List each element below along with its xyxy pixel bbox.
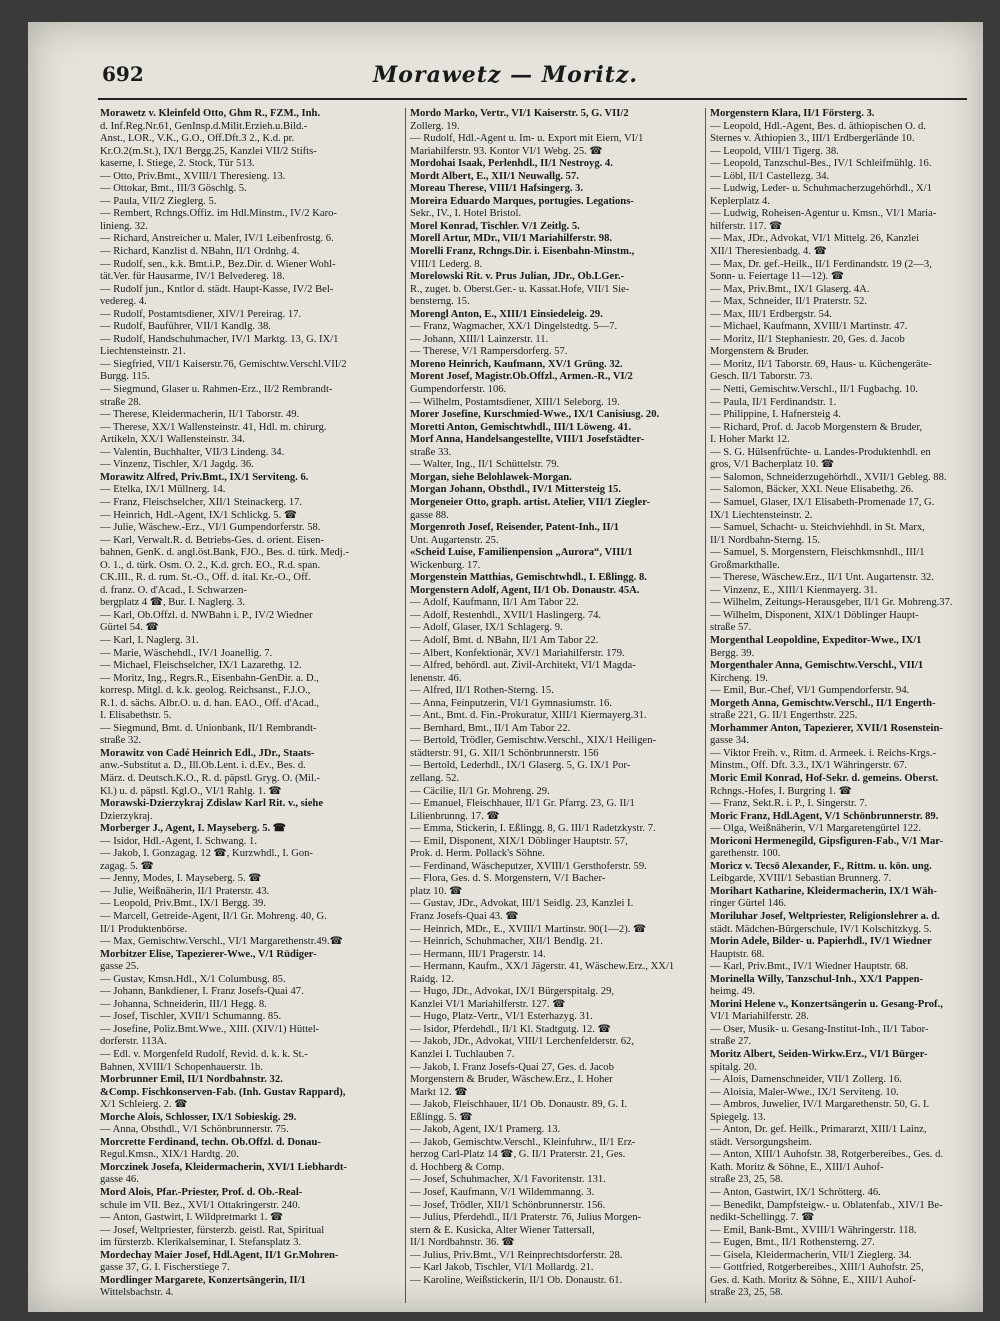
directory-entry-line: — Adolf, Glaser, IX/1 Schlagerg. 9. — [410, 622, 563, 634]
directory-entry-line: — Josef, Trödler, XII/1 Schönbrunnerstr. 156. — [410, 1199, 606, 1211]
column-3 — [710, 108, 972, 1300]
directory-entry-line: VIII/1 Lederg. 8. — [410, 258, 483, 270]
directory-entry-heading: Morelli Franz, Rchngs.Dir. i. Eisenbahn-Minstm., — [410, 246, 635, 258]
directory-entry-heading: Moreau Therese, VIII/1 Hafsingerg. 3. — [410, 183, 584, 195]
directory-entry-line: IX/1 Liechtensteinstr. 2. — [710, 509, 813, 521]
directory-entry-heading: Morgan, siehe Belohlawek-Morgan. — [410, 471, 572, 483]
directory-entry-line: — Johann, XIII/1 Lainzerstr. 11. — [410, 333, 549, 345]
directory-entry-line: — Leopold, Hdl.-Agent, Bes. d. äthiopischen O. d. — [710, 120, 926, 132]
directory-entry-line: Dzierzykraj. — [100, 810, 153, 822]
directory-entry-line: — Therese, V/1 Rampersdorferg. 57. — [410, 346, 568, 358]
directory-entry-heading: Morin Adele, Bilder- u. Papierhdl., IV/1 Wiedner — [710, 936, 932, 948]
directory-entry-heading: Mord Alois, Pfar.-Priester, Prof. d. Ob.-Real- — [100, 1187, 303, 1199]
directory-page — [28, 22, 983, 1312]
directory-entry-line: — Josef, Schuhmacher, X/1 Favoritenstr. 131. — [410, 1174, 606, 1186]
directory-entry-line: zellang. 52. — [410, 772, 460, 784]
directory-entry-heading: Moreno Heinrich, Kaufmann, XV/1 Grüng. 32. — [410, 358, 623, 370]
directory-entry-line: straße 221, G. II/1 Engerthstr. 225. — [710, 710, 858, 722]
directory-entry-line: — Emma, Stickerin, I. Eßlingg. 8, G. III/1 Radetzkystr. 7. — [410, 823, 656, 835]
directory-entry-heading: Morelowski Rit. v. Prus Julian, JDr., Ob.LGer.- — [410, 271, 625, 283]
directory-entry-heading: Morberger J., Agent, I. Mayseberg. 5. ☎ — [100, 823, 286, 835]
directory-entry-line: — Moritz, II/1 Taborstr. 69, Haus- u. Küchengeräte- — [710, 358, 932, 370]
directory-entry-heading: Morf Anna, Handelsangestellte, VIII/1 Josefstädter- — [410, 434, 645, 446]
directory-entry-heading: Mordt Albert, E., XII/1 Neuwallg. 57. — [410, 170, 579, 182]
directory-entry-line: — Emanuel, Fleischhauer, II/1 Gr. Pfarrg. 23, G. II/1 — [410, 798, 635, 810]
directory-entry-line: — Michael, Kaufmann, XVIII/1 Martinstr. 47. — [710, 321, 908, 333]
directory-entry-line: XII/1 Theresienbadg. 4. ☎ — [710, 246, 827, 258]
directory-entry-heading: Morinella Willy, Tanzschul-Inh., XX/1 Pappen- — [710, 973, 924, 985]
directory-entry-line: — Vinzenz, E., XIII/1 Kienmayerg. 31. — [710, 584, 878, 596]
directory-entry-line: CK.III., R. d. rum. St.-O., Off. d. ital. Kr.-O., Off. — [100, 572, 311, 584]
directory-entry-heading: Morer Josefine, Kurschmied-Wwe., IX/1 Canisiusg. 20. — [410, 409, 660, 421]
directory-entry-line: — Anton, Dr. gef. Heilk., Primararzt, XIII/1 Lainz, — [710, 1124, 927, 1136]
directory-entry-line: Anst., LOR., V.K., G.O., Off.Dft.3 2., K.d. pr. — [100, 133, 295, 145]
directory-entry-line: — Flora, Ges. d. S. Morgenstern, V/1 Bacher- — [410, 873, 606, 885]
directory-entry-line: I. Hoher Markt 12. — [710, 434, 790, 446]
page-number: 692 — [102, 62, 144, 86]
directory-entry-line: Rchngs.-Hofes, I. Burgring 1. ☎ — [710, 785, 852, 797]
directory-entry-heading: Moreira Eduardo Marques, portugies. Legations- — [410, 195, 634, 207]
directory-entry-heading: Morawitz Alfred, Priv.Bmt., IX/1 Serviteng. 6. — [100, 471, 309, 483]
directory-entry-line: — Ottokar, Bmt., III/3 Göschlg. 5. — [100, 183, 247, 195]
directory-entry-line: straße 33. — [410, 446, 452, 458]
directory-entry-line: gasse 34. — [710, 735, 749, 747]
directory-entry-line: — Ant., Bmt. d. Fin.-Prokuratur, XIII/1 Kiermayerg.31. — [410, 710, 647, 722]
directory-entry-line: — Etelka, IX/1 Müllnerg. 14. — [100, 484, 226, 496]
directory-entry-line: — Jenny, Modes, I. Mayseberg. 5. ☎ — [100, 873, 262, 885]
directory-entry-line: — Adolf, Bmt. d. NBahn, II/1 Am Tabor 22. — [410, 634, 599, 646]
directory-entry-line: — Adolf, Kaufmann, II/1 Am Tabor 22. — [410, 597, 579, 609]
directory-entry-line: R.1. d. sächs. Albr.O. u. d. han. EAO., Off. d'Acad., — [100, 697, 320, 709]
directory-entry-heading: Morgan Johann, Obsthdl., IV/1 Mittersteig 15. — [410, 484, 621, 496]
directory-entry-line: — Josef, Kaufmann, V/1 Wildemmanng. 3. — [410, 1187, 595, 1199]
directory-entry-line: — Emil, Disponent, XIX/1 Döblinger Hauptstr. 57, — [410, 835, 628, 847]
directory-entry-line: — Anton, Gastwirt, IX/1 Schrötterg. 46. — [710, 1187, 881, 1199]
directory-entry-line: — Bernhard, Bmt., II/1 Am Tabor 22. — [410, 722, 571, 734]
directory-entry-line: — Richard, Prof. d. Jacob Morgenstern & Bruder, — [710, 421, 923, 433]
directory-entry-line: — Samuel, S. Morgenstern, Fleischkmsnhdl., III/1 — [710, 547, 925, 559]
directory-entry-line: Franz Josefs-Quai 43. ☎ — [410, 911, 519, 922]
column-divider — [405, 108, 406, 1303]
directory-entry-heading: Morent Josef, Magistr.Ob.Offzl., Armen.-R., VI/2 — [410, 371, 633, 383]
directory-entry-line: Liechtensteinstr. 21. — [100, 346, 186, 358]
directory-entry-line: d. Inf.Reg.Nr.61, GenInsp.d.Milit.Erzieh.u.Bild.- — [100, 120, 308, 132]
directory-entry-line: — Richard, Anstreicher u. Maler, IV/1 Leibenfrostg. 6. — [100, 233, 334, 245]
directory-entry-line: VI/1 Mariahilferstr. 28. — [710, 1011, 809, 1023]
directory-entry-line: — Wilhelm, Zeitungs-Herausgeber, II/1 Gr. Mohreng.37. — [710, 597, 953, 609]
directory-entry-line: — Franz, Sekt.R. i. P., I. Singerstr. 7. — [710, 798, 868, 810]
directory-entry-line: — Hermann, III/1 Pragerstr. 14. — [410, 948, 546, 960]
directory-entry-heading: Mordlinger Margarete, Konzertsängerin, II/1 — [100, 1274, 306, 1286]
directory-entry-heading: Mordechay Maier Josef, Hdl.Agent, II/1 Gr.Mohren- — [100, 1249, 339, 1261]
directory-entry-line: — Anna, Obsthdl., V/1 Schönbrunnerstr. 75. — [100, 1124, 289, 1136]
directory-entry-line: — Heinrich, Hdl.-Agent, IX/1 Schlickg. 5. ☎ — [100, 509, 298, 521]
directory-entry-line: — Emil, Bank-Bmt., XVIII/1 Währingerstr. 118. — [710, 1224, 917, 1236]
directory-entry-heading: &Comp. Fischkonserven-Fab. (Inh. Gustav Rappard), — [100, 1086, 346, 1098]
directory-entry-line: Leibgarde, XVIII/1 Sebastian Brunnerg. 7. — [710, 873, 892, 885]
directory-entry-line: Eßlingg. 5. ☎ — [410, 1111, 473, 1123]
directory-entry-line: — Hugo, JDr., Advokat, IX/1 Bürgerspitalg. 29, — [410, 986, 615, 998]
directory-entry-line: — Franz, Wagmacher, XX/1 Dingelstedtg. 5—7. — [410, 321, 618, 333]
directory-entry-heading: Morgeth Anna, Gemischtw.Verschl., II/1 Engerth- — [710, 697, 936, 709]
directory-entry-line: — Max, Priv.Bmt., IX/1 Glaserg. 4A. — [710, 283, 870, 295]
directory-entry-line: dorferstr. 113A. — [100, 1036, 167, 1048]
directory-entry-line: — Cäcilie, II/1 Gr. Mohreng. 29. — [410, 785, 550, 797]
directory-entry-line: — Julie, Wäschew.-Erz., VI/1 Gumpendorferstr. 58. — [100, 522, 321, 534]
directory-entry-line: — Karl Jakob, Tischler, VI/1 Mollardg. 21. — [410, 1262, 594, 1274]
directory-entry-line: — Gustav, JDr., Advokat, III/1 Seidlg. 23, Kanzlei I. — [410, 898, 634, 910]
directory-entry-heading: Morcrette Ferdinand, techn. Ob.Offzl. d. Donau- — [100, 1136, 321, 1148]
directory-entry-line: — Michael, Fleischselcher, IX/1 Lazarethg. 12. — [100, 660, 302, 672]
directory-entry-heading: Morengl Anton, E., XIII/1 Einsiedeleig. 29. — [410, 308, 603, 320]
directory-entry-line: — Heinrich, MDr., E., XVIII/1 Martinstr. 90(1—2). ☎ — [410, 923, 647, 935]
directory-entry-line: vedereg. 4. — [100, 296, 147, 308]
directory-entry-line: Ges. d. Kath. Moritz & Söhne, E., XIII/1 Auhof- — [710, 1274, 916, 1286]
directory-entry-line: heimg. 49. — [710, 986, 756, 998]
directory-entry-line: — Max, JDr., Advokat, VI/1 Mittelg. 26, Kanzlei — [710, 233, 920, 245]
directory-entry-line: Regul.Kmsn., XIX/1 Hardtg. 20. — [100, 1149, 239, 1161]
directory-entry-heading: Morawitz von Cadé Heinrich Edl., JDr., Staats- — [100, 747, 315, 759]
directory-entry-line: Hauptstr. 68. — [710, 948, 765, 960]
directory-entry-line: — Heinrich, Schuhmacher, XII/1 Bendlg. 21. — [410, 936, 603, 948]
directory-entry-line: — Isidor, Pferdehdl., II/1 Kl. Stadtgutg. 12. ☎ — [410, 1023, 611, 1035]
directory-entry-line: Morgenstern & Bruder, Wäschew.Erz., I. Hoher — [410, 1074, 613, 1086]
directory-entry-line: Sternes v. Äthiopien 3., III/1 Erdbergerlände 10. — [710, 133, 915, 145]
directory-entry-line: II/1 Nordbahn-Sterng. 15. — [710, 534, 821, 546]
directory-entry-line: — Karl, Ob.Offzl. d. NWBahn i. P., IV/2 Wiedner — [100, 609, 313, 621]
directory-entry-line: O. 1., d. türk. Osm. O. 2., K.d. grch. EO., R.d. span. — [100, 559, 321, 571]
directory-entry-line: — Max, III/1 Erdbergstr. 54. — [710, 308, 832, 320]
directory-entry-line: — Wilhelm, Postamtsdiener, XIII/1 Seleborg. 19. — [410, 396, 620, 408]
directory-entry-heading: Moriluhar Josef, Weltpriester, Religionslehrer a. d. — [710, 911, 940, 922]
directory-entry-line: städterstr. 91, G. XII/1 Schönbrunnerstr. 156 — [410, 747, 599, 759]
directory-entry-line: — Ambros, Juwelier, IV/1 Margarethenstr. 50, G. I. — [710, 1099, 930, 1111]
directory-entry-line: — Vinzenz, Tischler, X/1 Jagdg. 36. — [100, 459, 254, 471]
directory-entry-line: gasse 37, G. I. Fischerstiege 7. — [100, 1262, 230, 1274]
directory-entry-line: — Alois, Damenschneider, VII/1 Zollerg. 16. — [710, 1074, 902, 1086]
directory-entry-line: — Albert, Konfektionär, XV/1 Mariahilferstr. 179. — [410, 647, 625, 659]
directory-entry-heading: Moriconi Hermenegild, Gipsfiguren-Fab., V/1 Mar- — [710, 835, 944, 847]
directory-entry-line: — Julius, Priv.Bmt., V/1 Reinprechtsdorferstr. 28. — [410, 1249, 623, 1261]
directory-entry-line: — Karoline, Weißstickerin, II/1 Ob. Donaustr. 61. — [410, 1274, 623, 1286]
directory-entry-heading: Morhammer Anton, Tapezierer, XVII/1 Rosenstein- — [710, 722, 943, 734]
directory-entry-line: — Salomon, Bäcker, XXI. Neue Elisabethg. 26. — [710, 484, 914, 496]
directory-entry-line: — Walter, Ing., II/1 Schüttelstr. 79. — [410, 459, 560, 471]
directory-entry-line: im fürsterzb. Klerikalseminar, I. Stefansplatz 3. — [100, 1237, 302, 1249]
column-2 — [410, 108, 702, 1287]
directory-entry-line: — Eugen, Bmt., II/1 Rothensterng. 27. — [710, 1237, 875, 1249]
directory-entry-line: — Ludwig, Leder- u. Schuhmacherzugehörhdl., X/1 — [710, 183, 932, 195]
directory-entry-line: bensterng. 15. — [410, 296, 470, 308]
directory-entry-line: — Johann, Bankdiener, I. Franz Josefs-Quai 47. — [100, 986, 304, 998]
directory-entry-line: zagag. 5. ☎ — [100, 860, 154, 872]
directory-entry-line: Gesch. II/1 Taborstr. 73. — [710, 371, 813, 383]
directory-entry-heading: Morel Konrad, Tischler. V/1 Zeitlg. 5. — [410, 220, 580, 232]
directory-entry-line: — Paula, VII/2 Zieglerg. 5. — [100, 195, 217, 207]
directory-entry-line: garethenstr. 100. — [710, 848, 781, 860]
directory-entry-line: — Rudolf jun., Kntlor d. städt. Haupt-Kasse, IV/2 Bel- — [100, 283, 334, 295]
directory-entry-line: städt. Versorgungsheim. — [710, 1136, 812, 1148]
directory-entry-line: — Moritz, Ing., Regrs.R., Eisenbahn-GenDir. a. D., — [100, 672, 319, 684]
directory-entry-line: Kath. Moritz & Söhne, E., XIII/1 Auhof- — [710, 1161, 884, 1173]
directory-entry-heading: Morgenstern Adolf, Agent, II/1 Ob. Donaustr. 45A. — [410, 584, 640, 596]
directory-entry-line: — Adolf, Restenhdl., XVII/1 Haslingerg. 74. — [410, 609, 602, 621]
directory-entry-line: Mariahilferstr. 93. Kontor VI/1 Webg. 25. ☎ — [410, 145, 603, 157]
directory-entry-line: bahnen, GenK. d. angl.öst.Bank, FJO., Bes. d. türk. Medj.- — [100, 547, 349, 559]
directory-entry-line: — Samuel, Schacht- u. Steichviehhdl. in St. Marx, — [710, 522, 925, 534]
directory-entry-line: März. d. Deutsch.K.O., R. d. päpstl. Gryg. O. (Mil.- — [100, 772, 321, 784]
directory-entry-line: gros, V/1 Bacherplatz 10. ☎ — [710, 459, 835, 471]
directory-entry-heading: Morbrunner Emil, II/1 Nordbahnstr. 32. — [100, 1074, 283, 1086]
directory-entry-heading: Morihart Katharine, Kleidermacherin, IX/1 Wäh- — [710, 885, 937, 897]
directory-entry-line: straße 32. — [100, 735, 142, 747]
directory-entry-line: — Karl, Verwalt.R. d. Betriebs-Ges. d. orient. Eisen- — [100, 534, 324, 546]
directory-entry-line: — Paula, II/1 Ferdinandstr. 1. — [710, 396, 837, 408]
directory-entry-line: linieng. 32. — [100, 220, 148, 232]
directory-entry-line: — Richard, Kanzlist d. NBahn, II/1 Ordnhg. 4. — [100, 246, 300, 258]
directory-entry-line: Unt. Augartenstr. 25. — [410, 534, 499, 546]
directory-entry-line: II/1 Produktenbörse. — [100, 923, 188, 935]
directory-entry-line: — Siegmund, Bmt. d. Unionbank, II/1 Rembrandt- — [100, 722, 317, 734]
directory-entry-line: — Aloisia, Maler-Wwe., IX/1 Serviteng. 10. — [710, 1086, 899, 1098]
directory-entry-line: Raidg. 12. — [410, 973, 454, 985]
directory-entry-line: — Netti, Gemischtw.Verschl., II/1 Fugbachg. 10. — [710, 384, 918, 396]
directory-entry-line: anw.-Substitut a. D., Ill.Ob.Lent. i. d.Ev., Bes. d. — [100, 760, 306, 772]
directory-entry-line: — Gustav, Kmsn.Hdl., X/1 Columbusg. 85. — [100, 973, 286, 985]
directory-entry-line: Minstm., Off. Dft. 3.3., IX/1 Währingerstr. 67. — [710, 760, 908, 772]
directory-entry-line: — Viktor Freih. v., Ritm. d. Armeek. i. Reichs-Krgs.- — [710, 747, 937, 759]
directory-entry-line: — Ferdinand, Wäscheputzer, XVIII/1 Gersthoferstr. 59. — [410, 860, 647, 872]
directory-entry-line: straße 23, 25, 58. — [710, 1287, 783, 1299]
directory-entry-line: Zollerg. 19. — [410, 120, 460, 132]
directory-entry-line: — Anna, Feinputzerin, VI/1 Gymnasiumstr. 16. — [410, 697, 612, 709]
directory-entry-heading: Morczinek Josefa, Kleidermacherin, XVI/1 Liebhardt- — [100, 1161, 347, 1173]
directory-entry-line: hilferstr. 117. ☎ — [710, 220, 783, 232]
directory-entry-line: — Rudolf, Handschuhmacher, IV/1 Marktg. 13, G. IX/1 — [100, 333, 339, 345]
directory-entry-line: — Gisela, Kleidermacherin, VII/1 Zieglerg. 34. — [710, 1249, 912, 1261]
directory-entry-heading: Moric Franz, Hdl.Agent, V/1 Schönbrunnerstr. 89. — [710, 810, 939, 822]
column-divider — [705, 108, 706, 1303]
directory-entry-line: Keplerplatz 4. — [710, 195, 771, 207]
directory-entry-heading: Morgenroth Josef, Reisender, Patent-Inh., II/1 — [410, 522, 619, 534]
directory-entry-line: — Therese, XX/1 Wallensteinstr. 41, Hdl. m. chirurg. — [100, 421, 327, 433]
directory-entry-line: Bahnen, XVIII/1 Schopenhauerstr. 1b. — [100, 1061, 263, 1073]
directory-entry-line: — Leopold, VIII/1 Tigerg. 38. — [710, 145, 839, 157]
directory-entry-line: — Rudolf, Postamtsdiener, XIV/1 Pereirag. 17. — [100, 308, 302, 320]
directory-entry-line: spitalg. 20. — [710, 1061, 757, 1073]
directory-entry-line: Kr.O.2(m.St.), IX/1 Bergg.25, Kanzlei VII/2 Stifts- — [100, 145, 317, 157]
directory-entry-line: — Anton, Gastwirt, I. Wildpretmarkt 1. ☎ — [100, 1212, 284, 1224]
directory-entry-line: Morgenstern & Bruder. — [710, 346, 809, 358]
directory-entry-line: — Karl, Priv.Bmt., IV/1 Wiedner Hauptstr. 68. — [710, 961, 909, 973]
directory-entry-heading: Morawski-Dzierzykraj Zdislaw Karl Rit. v., siehe — [100, 798, 324, 810]
directory-entry-line: Spiegelg. 13. — [710, 1111, 766, 1123]
directory-entry-line: Wittelsbachstr. 4. — [100, 1287, 174, 1299]
directory-entry-line: — Josef, Weltpriester, fürsterzb. geistl. Rat, Spiritual — [100, 1224, 325, 1236]
directory-entry-line: — Moritz, II/1 Stephaniestr. 20, Ges. d. Jacob — [710, 333, 905, 345]
directory-entry-heading: Morgenthal Leopoldine, Expeditor-Wwe., IX/1 — [710, 634, 922, 646]
directory-entry-line: — Jakob, JDr., Advokat, VIII/1 Lerchenfelderstr. 62, — [410, 1036, 634, 1048]
directory-entry-line: Kircheng. 19. — [710, 672, 768, 684]
directory-entry-line: — Samuel, Glaser, IX/1 Elisabeth-Promenade 17, G. — [710, 496, 935, 508]
directory-entry-line: — Marcell, Getreide-Agent, II/1 Gr. Mohreng. 40, G. — [100, 911, 327, 922]
directory-entry-line: — Rudolf, Hdl.-Agent u. Im- u. Export mit Eiern, VI/1 — [410, 133, 644, 145]
directory-entry-line: Gürtel 54. ☎ — [100, 622, 159, 634]
directory-entry-heading: «Scheid Luise, Familienpension „Aurora“, VIII/1 — [410, 547, 633, 559]
running-head: Morawetz — Moritz. — [372, 62, 639, 88]
directory-entry-line: — Max, Schneider, II/1 Praterstr. 52. — [710, 296, 867, 308]
directory-entry-line: — Karl, I. Naglerg. 31. — [100, 634, 199, 646]
directory-entry-line: Markt 12. ☎ — [410, 1086, 468, 1098]
directory-entry-line: — Edl. v. Morgenfeld Rudolf, Revid. d. k. k. St.- — [100, 1049, 308, 1061]
directory-entry-line: — Jakob, Gemischtw.Verschl., Kleinfuhrw., II/1 Erz- — [410, 1136, 636, 1148]
directory-entry-line: — Isidor, Hdl.-Agent, I. Schwang. 1. — [100, 835, 257, 847]
directory-entry-line: gasse 88. — [410, 509, 449, 521]
directory-entry-line: — Ludwig, Roheisen-Agentur u. Kmsn., VI/1 Maria- — [710, 208, 937, 220]
directory-entry-heading: Mordo Marko, Vertr., VI/1 Kaiserstr. 5, G. VII/2 — [410, 108, 629, 119]
directory-entry-heading: Morgenthaler Anna, Gemischtw.Verschl., VII/1 — [710, 660, 924, 672]
directory-entry-line: — Alfred, behördl. aut. Zivil-Architekt, VI/1 Magda- — [410, 660, 636, 672]
directory-entry-line: II/1 Nordbahnstr. 36. ☎ — [410, 1237, 515, 1249]
directory-entry-line: — Max, Gemischtw.Verschl., VI/1 Margarethenstr.49.☎ — [100, 936, 343, 948]
directory-entry-line: — Bertold, Trödler, Gemischtw.Verschl., XIX/1 Heiligen- — [410, 735, 657, 747]
directory-entry-line: — Siegfried, VII/1 Kaiserstr.76, Gemischtw.Verschl.VII/2 — [100, 358, 347, 370]
directory-entry-line: — Josef, Tischler, XVII/1 Schumanng. 85. — [100, 1011, 282, 1023]
directory-entry-line: nedikt-Schellingg. 7. ☎ — [710, 1212, 815, 1224]
directory-entry-line: — Leopold, Tanzschul-Bes., IV/1 Schleifmühlg. 16. — [710, 158, 932, 170]
directory-entry-line: — Oser, Musik- u. Gesang-Institut-Inh., II/1 Tabor- — [710, 1023, 929, 1035]
directory-entry-heading: Morini Helene v., Konzertsängerin u. Gesang-Prof., — [710, 998, 943, 1010]
header-rule — [98, 98, 967, 100]
directory-entry-line: Sonn- u. Feiertage 11—12). ☎ — [710, 271, 845, 283]
directory-entry-line: Großmarkthalle. — [710, 559, 780, 571]
directory-entry-line: — Rembert, Rchngs.Offiz. im Hdl.Minstm., IV/2 Karo- — [100, 208, 337, 220]
directory-entry-line: straße 27. — [710, 1036, 752, 1048]
directory-entry-line: Wickenburg. 17. — [410, 559, 481, 571]
directory-entry-heading: Morche Alois, Schlosser, IX/1 Sobieskig. 29. — [100, 1111, 297, 1123]
directory-entry-line: — Hugo, Platz-Vertr., VI/1 Esterhazyg. 31. — [410, 1011, 593, 1023]
directory-entry-line: Sekr., IV., I. Hotel Bristol. — [410, 208, 522, 220]
directory-entry-heading: Morgenstern Klara, II/1 Försterg. 3. — [710, 108, 875, 119]
directory-entry-line: herzog Carl-Platz 14 ☎, G. II/1 Praterstr. 21, Ges. — [410, 1149, 626, 1161]
directory-entry-line: — Max, Dr. gef.-Heilk., II/1 Ferdinandstr. 19 (2—3, — [710, 258, 932, 270]
directory-entry-line: straße 23, 25, 58. — [710, 1174, 783, 1186]
directory-entry-line: schule im VII. Bez., XVI/1 Ottakringerstr. 240. — [100, 1199, 301, 1211]
directory-entry-line: — Olga, Weißnäherin, V/1 Margaretengürtel 122. — [710, 823, 921, 835]
directory-entry-line: Artikeln, XX/1 Wallensteinstr. 34. — [100, 434, 245, 446]
directory-entry-line: X/1 Schleierg. 2. ☎ — [100, 1099, 188, 1111]
directory-entry-line: Bergg. 39. — [710, 647, 755, 659]
directory-entry-line: R., zuget. b. Oberst.Ger.- u. Kassat.Hofe, VII/1 Sie- — [410, 283, 630, 295]
directory-entry-line: — Bertold, Lederhdl., IX/1 Glaserg. 5, G. IX/1 Por- — [410, 760, 631, 772]
directory-entry-heading: Moritz Albert, Seiden-Wirkw.Erz., VI/1 Bürger- — [710, 1049, 928, 1061]
directory-entry-line: — Leopold, Priv.Bmt., IX/1 Bergg. 39. — [100, 898, 266, 910]
directory-entry-line: — Therese, Kleidermacherin, II/1 Taborstr. 49. — [100, 409, 300, 421]
directory-entry-line: — Marie, Wäschehdl., IV/1 Joanellig. 7. — [100, 647, 273, 659]
directory-entry-line: — Valentin, Buchhalter, VII/3 Lindeng. 34. — [100, 446, 285, 458]
directory-entry-line: lenenstr. 46. — [410, 672, 462, 684]
directory-entry-line: gasse 46. — [100, 1174, 139, 1186]
directory-entry-line: — Otto, Priv.Bmt., XVIII/1 Theresieng. 13. — [100, 170, 286, 182]
directory-entry-line: kaserne, I. Stiege, 2. Stock, Tür 513. — [100, 158, 255, 170]
directory-entry-heading: Morbitzer Elise, Tapezierer-Wwe., V/1 Rüdiger- — [100, 948, 317, 960]
directory-entry-line: Gumpendorferstr. 106. — [410, 384, 507, 396]
directory-entry-line: Kanzlei VI/1 Mariahilferstr. 127. ☎ — [410, 998, 566, 1010]
directory-entry-heading: Moric Emil Konrad, Hof-Sekr. d. gemeins. Oberst. — [710, 772, 939, 784]
directory-entry-line: — Rudolf, sen., k.k. Bmt.i.P., Bez.Dir. d. Wiener Wohl- — [100, 258, 336, 270]
directory-entry-line: — Emil, Bur.-Chef, VI/1 Gumpendorferstr. 94. — [710, 685, 910, 697]
directory-entry-line: — Rudolf, Bauführer, VII/1 Kandlg. 38. — [100, 321, 271, 333]
directory-entry-line: Burgg. 115. — [100, 371, 150, 383]
directory-entry-line: ringer Gürtel 146. — [710, 898, 787, 910]
directory-entry-line: — Gottfried, Rotgerbereibes., XIII/1 Auhofstr. 25, — [710, 1262, 924, 1274]
directory-entry-line: — S. G. Hülsenfrüchte- u. Landes-Produktenhdl. en — [710, 446, 931, 458]
directory-entry-line: Kanzlei I. Tuchlauben 7. — [410, 1049, 515, 1061]
directory-entry-line: platz 10. ☎ — [410, 885, 463, 897]
directory-entry-line: städt. Mädchen-Bürgerschule, IV/1 Kolschitzkyg. 5. — [710, 923, 932, 935]
directory-entry-line: Kl.) u. d. päpstl. Kgl.O., VI/1 Rahlg. 1. ☎ — [100, 785, 282, 797]
directory-entry-heading: Morawetz v. Kleinfeld Otto, Ghm R., FZM., Inh. — [100, 108, 321, 119]
directory-entry-heading: Moretti Anton, Gemischtwhdl., III/1 Löweng. 41. — [410, 421, 632, 433]
directory-entry-line: — Philippine, I. Hafnersteig 4. — [710, 409, 841, 421]
directory-entry-line: gasse 25. — [100, 961, 139, 973]
directory-entry-line: — Franz, Fleischselcher, XII/1 Steinackerg. 17. — [100, 496, 303, 508]
directory-entry-line: stern & E. Kusicka, Alter Wiener Tattersall, — [410, 1224, 595, 1236]
directory-entry-line: d. franz. O. d'Acad., I. Schwarzen- — [100, 584, 247, 596]
directory-entry-heading: Mordohai Isaak, Perlenhdl., II/1 Nestroyg. 4. — [410, 158, 613, 170]
directory-entry-line: — Johanna, Schneiderin, III/1 Hegg. 8. — [100, 998, 267, 1010]
directory-entry-heading: Morgeneier Otto, graph. artist. Atelier, VII/1 Ziegler- — [410, 496, 651, 508]
directory-entry-heading: Moricz v. Tecsö Alexander, F., Rittm. u. kön. ung. — [710, 860, 932, 872]
directory-entry-line: — Jakob, I. Franz Josefs-Quai 27, Ges. d. Jacob — [410, 1061, 614, 1073]
directory-entry-line: tät.Ver. für Hausarme, IV/1 Belvedereg. 18. — [100, 271, 285, 283]
directory-entry-heading: Morgenstein Matthias, Gemischtwhdl., I. Eßlingg. 8. — [410, 572, 647, 584]
directory-entry-line: — Löbl, II/1 Castellezg. 34. — [710, 170, 830, 182]
directory-entry-line: — Therese, Wäschew.Erz., II/1 Unt. Augartenstr. 32. — [710, 572, 934, 584]
directory-entry-line: straße 28. — [100, 396, 142, 408]
directory-entry-line: — Anton, XIII/1 Auhofstr. 38, Rotgerbereibes., Ges. d. — [710, 1149, 944, 1161]
directory-entry-line: — Salomon, Schneiderzugehörhdl., XVII/1 Gebleg. 88. — [710, 471, 947, 483]
directory-entry-line: — Benedikt, Dampfsteigw.- u. Oblatenfab., XIV/1 Be- — [710, 1199, 943, 1211]
directory-entry-line: I. Elisabethstr. 5. — [100, 710, 172, 722]
directory-entry-line: — Jakob, I. Gonzagag. 12 ☎, Kurzwhdl., I. Gon- — [100, 848, 313, 860]
directory-entry-line: korresp. Mitgl. d. k.k. geolog. Reichsanst., F.J.O., — [100, 685, 311, 697]
directory-entry-line: — Hermann, Kaufm., XX/1 Jägerstr. 41, Wäschew.Erz., XX/1 — [410, 961, 675, 973]
directory-entry-line: d. Hochberg & Comp. — [410, 1161, 505, 1173]
directory-entry-line: Prok. d. Herm. Pollack's Söhne. — [410, 848, 545, 860]
directory-entry-line: — Julie, Weißnäherin, II/1 Praterstr. 43. — [100, 885, 270, 897]
directory-entry-line: — Wilhelm, Disponent, XIX/1 Döblinger Haupt- — [710, 609, 919, 621]
directory-entry-heading: Morell Artur, MDr., VII/1 Mariahilferstr. 98. — [410, 233, 613, 245]
column-1 — [100, 108, 400, 1300]
directory-entry-line: — Jakob, Fleischhauer, II/1 Ob. Donaustr. 89, G. I. — [410, 1099, 628, 1111]
directory-entry-line: — Julius, Pferdehdl., II/1 Praterstr. 76, Julius Morgen- — [410, 1212, 642, 1224]
directory-entry-line: — Alfred, II/1 Rothen-Sterng. 15. — [410, 685, 554, 697]
directory-entry-line: — Jakob, Agent, IX/1 Pramerg. 13. — [410, 1124, 561, 1136]
directory-entry-line: — Josefine, Poliz.Bmt.Wwe., XIII. (XIV/1) Hüttel- — [100, 1023, 320, 1035]
directory-entry-line: Lilienbrunng. 17. ☎ — [410, 810, 500, 822]
directory-entry-line: bergplatz 4 ☎, Bur. I. Naglerg. 3. — [100, 597, 245, 609]
directory-entry-line: straße 57. — [710, 622, 752, 634]
directory-entry-line: — Siegmund, Glaser u. Rahmen-Erz., II/2 Rembrandt- — [100, 384, 333, 396]
